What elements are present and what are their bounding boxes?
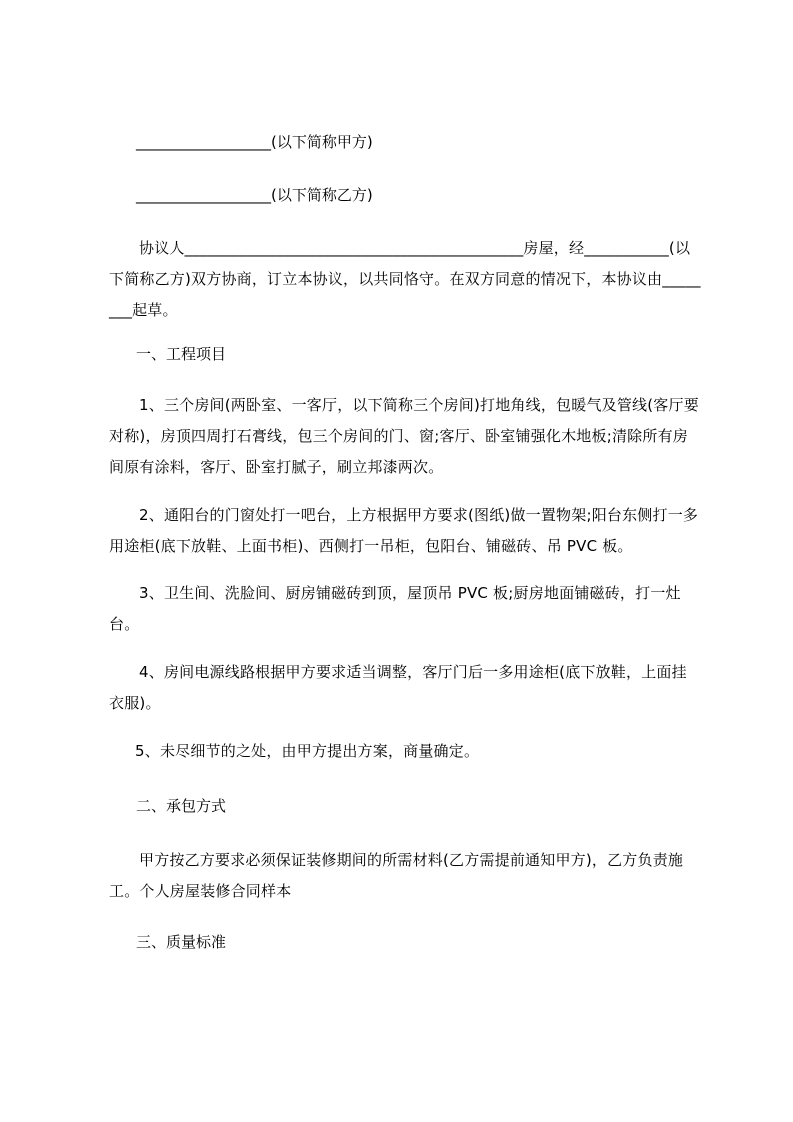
section-2-title: 二、承包方式 <box>136 797 227 815</box>
party-a-line: __________________(以下简称甲方) <box>136 133 373 151</box>
party-b-line: __________________(以下简称乙方) <box>136 186 373 204</box>
section-3-title: 三、质量标准 <box>136 933 227 951</box>
item-1-paragraph: 1、三个房间(两卧室、一客厅，以下简称三个房间)打地角线，包暖气及管线(客厅要对称)，房顶四周打石膏线，包三个房间的门、窗;客厅、卧室铺强化木地板;清除所有房间原有涂料，客厅、卧室打腻子，刷立邦漆两次。 <box>109 396 699 476</box>
item-3-paragraph: 3、卫生间、洗脸间、厨房铺磁砖到顶，屋顶吊 PVC 板;厨房地面铺磁砖，打一灶台。 <box>109 584 681 633</box>
intro-paragraph: 协议人____________________________________________房屋，经___________(以下简称乙方)双方协商，订立本协议，以共同恪守。在双方同意的情况下，本协议由________起草。 <box>109 239 701 319</box>
section-1-title: 一、工程项目 <box>136 345 227 363</box>
item-5-paragraph: 5、未尽细节的之处，由甲方提出方案，商量确定。 <box>135 742 480 760</box>
item-4-paragraph: 4、房间电源线路根据甲方要求适当调整，客厅门后一多用途柜(底下放鞋，上面挂衣服)。 <box>109 663 687 712</box>
section-2-body: 甲方按乙方要求必须保证装修期间的所需材料(乙方需提前通知甲方)，乙方负责施工。个人房屋装修合同样本 <box>109 851 684 900</box>
item-2-paragraph: 2、通阳台的门窗处打一吧台，上方根据甲方要求(图纸)做一置物架;阳台东侧打一多用途柜(底下放鞋、上面书柜)、西侧打一吊柜，包阳台、铺磁砖、吊 PVC 板。 <box>109 506 699 555</box>
